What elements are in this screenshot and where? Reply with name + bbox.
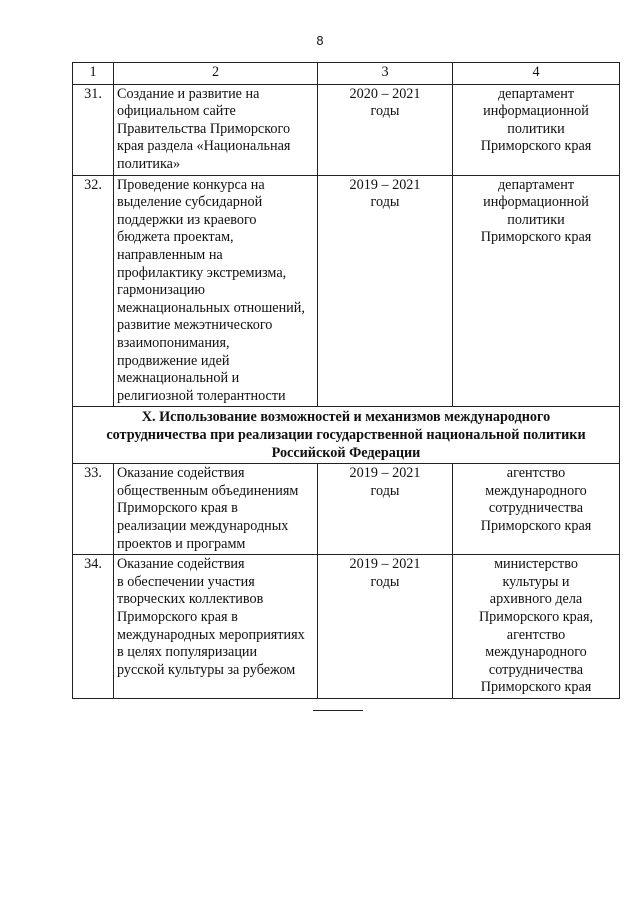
- table-row: [73, 84, 620, 175]
- row-number: 31.: [73, 84, 114, 175]
- row-period: 2019 – 2021 годы: [318, 175, 453, 407]
- header-col-1: 1: [73, 63, 114, 85]
- header-col-3: 3: [318, 63, 453, 85]
- row-number: 34.: [73, 555, 114, 699]
- header-col-2: 2: [114, 63, 318, 85]
- row-period: 2019 – 2021 годы: [318, 464, 453, 555]
- measures-table: [72, 62, 620, 699]
- header-col-4: 4: [453, 63, 620, 85]
- end-divider: [313, 710, 363, 711]
- row-period: 2019 – 2021 годы: [318, 555, 453, 699]
- row-measure: Оказание содействия в обеспечении участия творческих коллективов Приморского края в международных мероприятиях в целях популяризации русской культуры за рубежом: [114, 555, 318, 699]
- section-row: [73, 407, 620, 464]
- table-row: [73, 175, 620, 407]
- row-number: 33.: [73, 464, 114, 555]
- row-executor: департамент информационной политики Приморского края: [453, 175, 620, 407]
- table-row: [73, 464, 620, 555]
- table-row: [73, 555, 620, 699]
- row-measure: Создание и развитие на официальном сайте Правительства Приморского края раздела «Национальная политика»: [114, 84, 318, 175]
- row-number: 32.: [73, 175, 114, 407]
- row-measure: Оказание содействия общественным объединениям Приморского края в реализации международных проектов и программ: [114, 464, 318, 555]
- row-executor: министерство культуры и архивного дела Приморского края, агентство международного сотрудничества Приморского края: [453, 555, 620, 699]
- row-measure: Проведение конкурса на выделение субсидарной поддержки из краевого бюджета проектам, направленным на профилактику экстремизма, гармонизацию межнациональных отношений, развитие межэтнического взаимопонимания, продвижение идей межнациональной и религиозной толерантности: [114, 175, 318, 407]
- page-number: 8: [316, 34, 324, 48]
- section-heading: X. Использование возможностей и механизмов международного сотрудничества при реализации государственной национальной политики Российской Федерации: [73, 407, 620, 464]
- row-executor: агентство международного сотрудничества Приморского края: [453, 464, 620, 555]
- row-executor: департамент информационной политики Приморского края: [453, 84, 620, 175]
- table-header-row: [73, 63, 620, 85]
- row-period: 2020 – 2021 годы: [318, 84, 453, 175]
